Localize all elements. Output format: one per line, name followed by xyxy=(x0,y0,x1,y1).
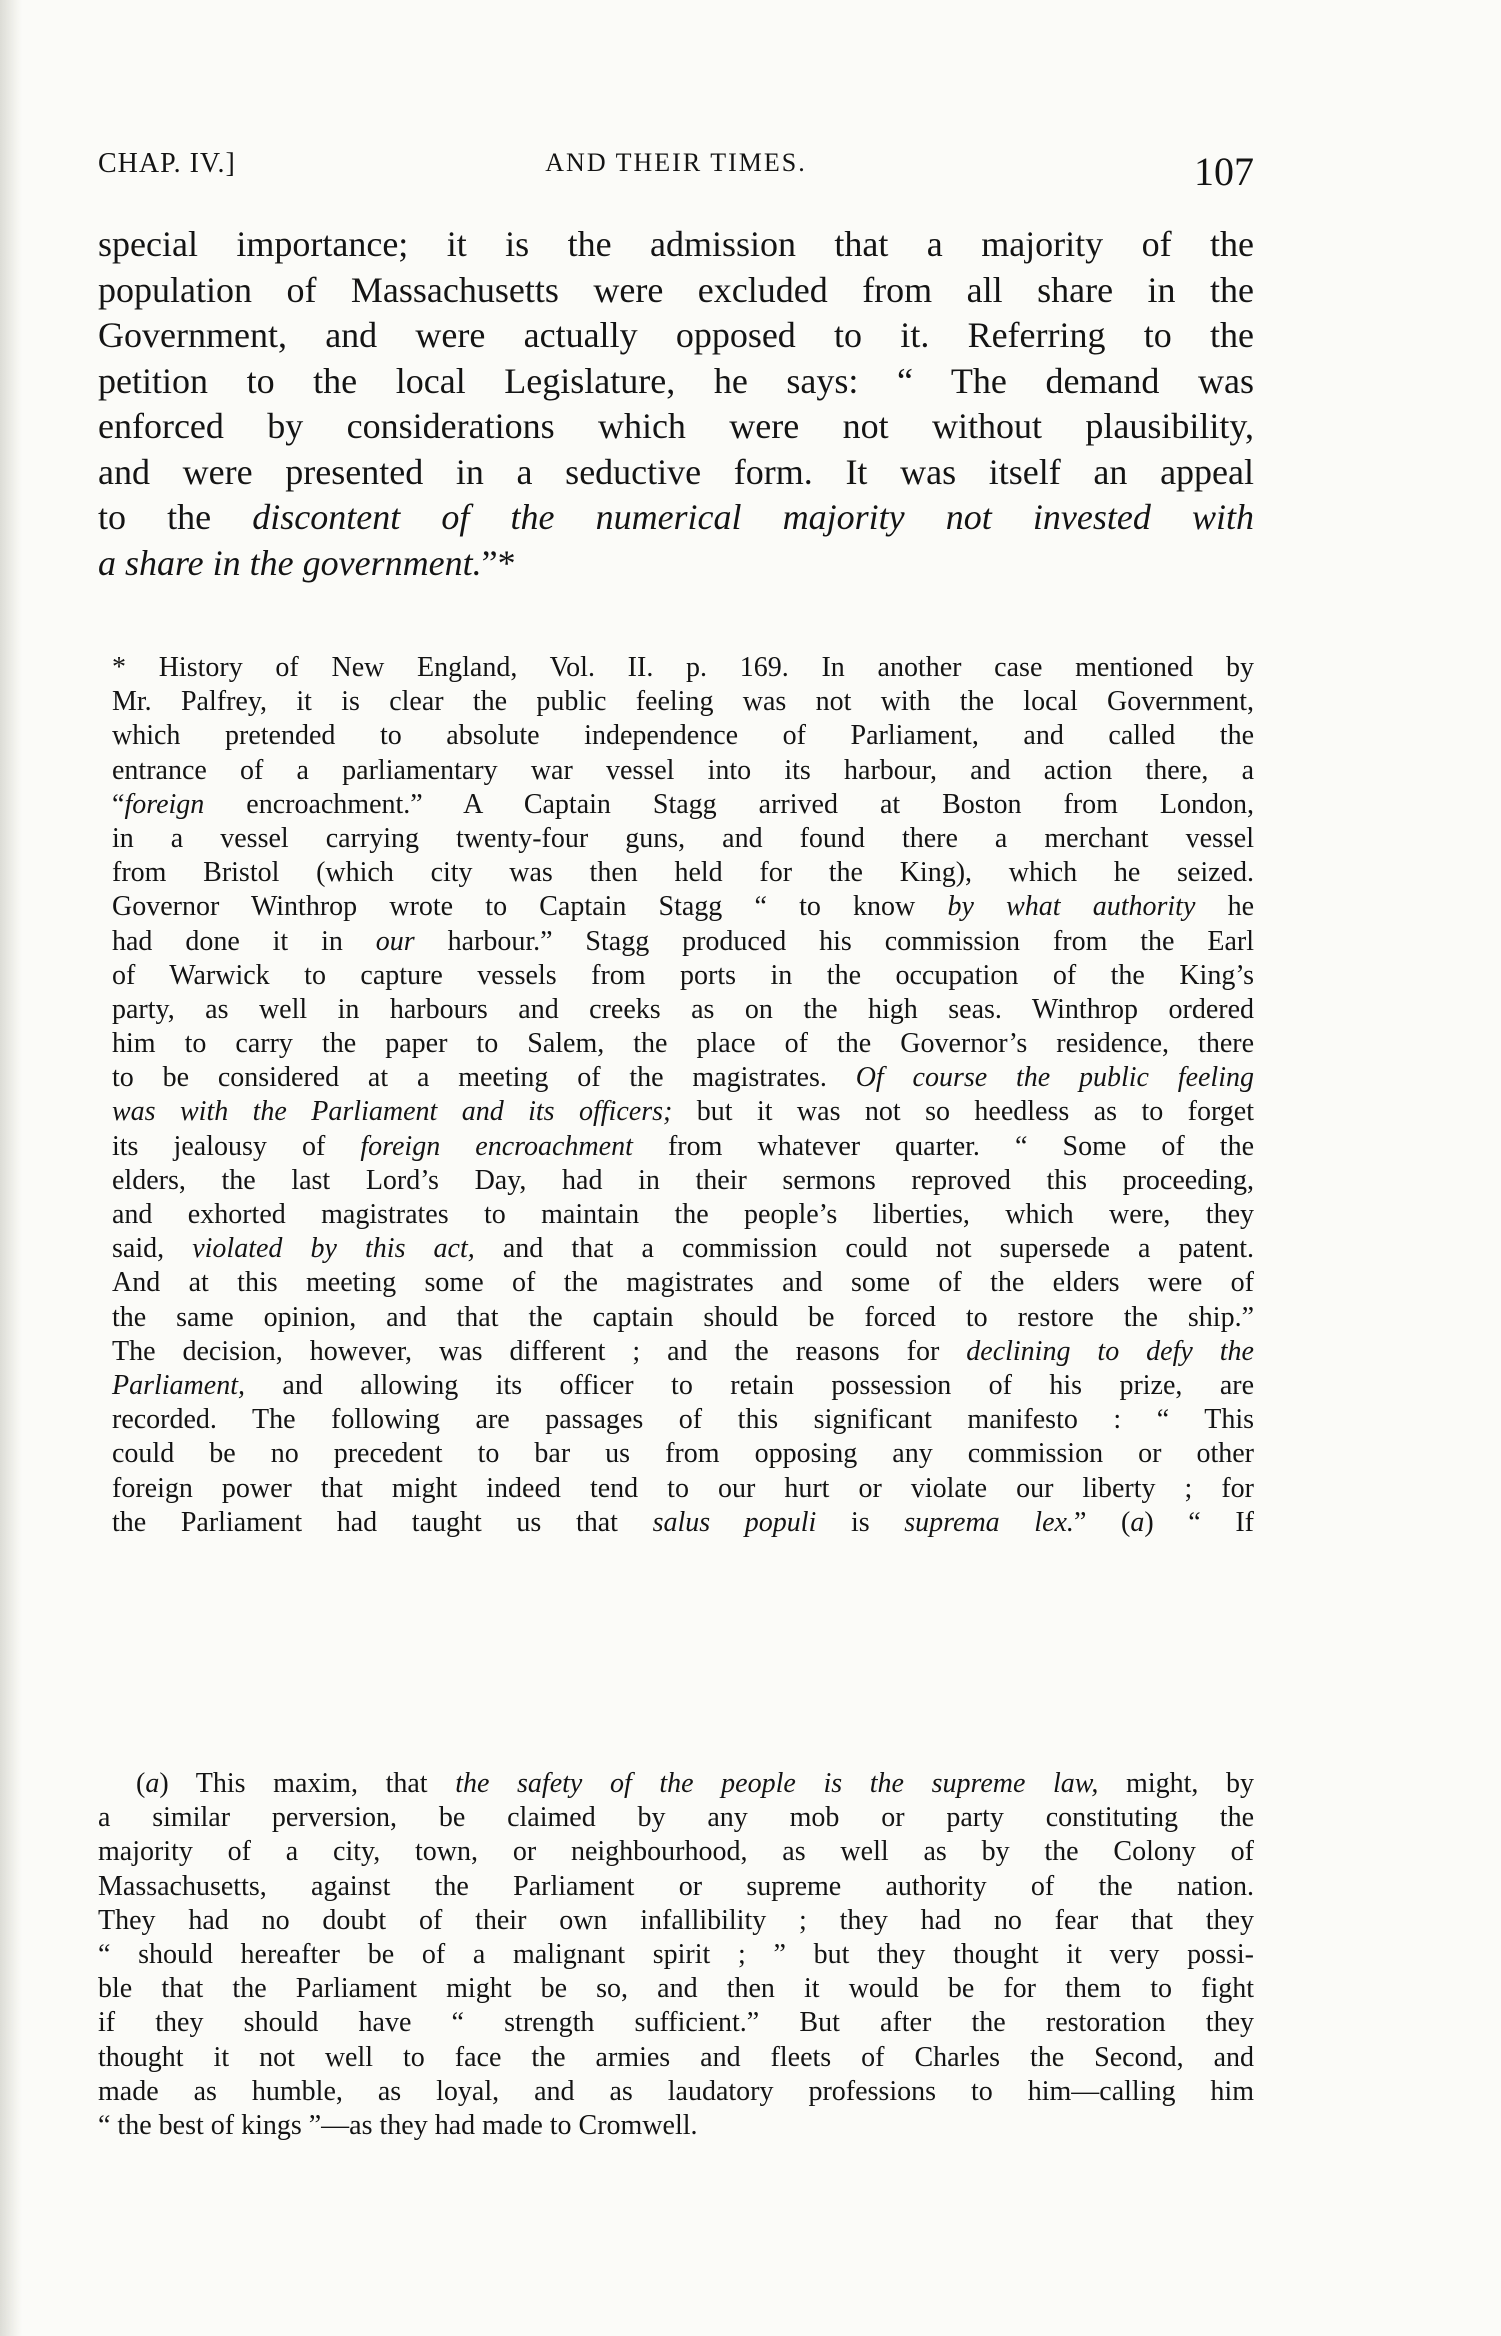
text-fragment: “ xyxy=(112,788,125,820)
footnote-line xyxy=(98,1767,1254,1801)
footnote-line xyxy=(112,1369,1254,1403)
footnote-line: recorded. The following are passages of this significant manifesto : “ This xyxy=(112,1404,1254,1436)
text-line: enforced by considerations which were not without plausibility, xyxy=(98,406,1254,446)
text-fragment: the Parliament had taught us that xyxy=(112,1506,653,1538)
footnote-line xyxy=(112,1095,1254,1129)
italic-text: foreign xyxy=(124,788,205,820)
footnote-history xyxy=(112,651,1254,1540)
footnote-line xyxy=(112,1232,1254,1266)
text-fragment: and that a commission could not supersede a patent. xyxy=(474,1233,1254,1265)
text-fragment: harbour.” Stagg produced his commission from the Earl xyxy=(414,925,1254,957)
footnote-line: And at this meeting some of the magistrates and some of the elders were of xyxy=(112,1267,1254,1299)
text-line: and were presented in a seductive form. It was itself an appeal xyxy=(98,451,1254,492)
footnote-line: thought it not well to face the armies and fleets of Charles the Second, and xyxy=(98,2041,1254,2073)
page-number: 107 xyxy=(1194,149,1254,194)
running-title: AND THEIR TIMES. xyxy=(545,148,807,177)
footnote-line: from Bristol (which city was then held for the King), which he seized. xyxy=(112,857,1254,889)
text-fragment: ” ( xyxy=(1073,1506,1131,1538)
italic-text: Parliament, xyxy=(112,1369,245,1401)
text-fragment: ”* xyxy=(481,542,516,583)
text-fragment: and allowing its officer to retain possession of his prize, are xyxy=(245,1369,1254,1401)
page-edge-shadow xyxy=(0,0,22,2336)
text-line: special importance; it is the admission that a majority of the xyxy=(98,224,1254,264)
text-line xyxy=(98,541,1254,587)
italic-text: was with the Parliament and its officers; xyxy=(112,1096,673,1128)
text-fragment: said, xyxy=(112,1233,193,1265)
footnote-line xyxy=(112,925,1254,959)
main-paragraph xyxy=(98,222,1254,586)
italic-quote: discontent of the numerical majority not invested with xyxy=(252,497,1254,537)
italic-text: salus populi xyxy=(652,1506,817,1538)
footnote-line xyxy=(112,1061,1254,1095)
footnote-line: They had no doubt of their own infallibility ; they had no fear that they xyxy=(98,1904,1254,1936)
footnote-line: and exhorted magistrates to maintain the people’s liberties, which were, they xyxy=(112,1199,1254,1230)
text-fragment: might, by xyxy=(1098,1768,1255,1799)
footnote-line xyxy=(112,1335,1254,1369)
running-header xyxy=(98,148,1254,198)
italic-text: foreign encroachment xyxy=(360,1130,633,1162)
text-fragment: The decision, however, was different ; and the reasons for xyxy=(112,1335,967,1367)
text-line: petition to the local Legislature, he says: “ The demand was xyxy=(98,360,1254,401)
italic-text: violated by this act, xyxy=(192,1233,475,1265)
footnote-line xyxy=(112,890,1254,924)
italic-quote: a share in the government. xyxy=(98,542,482,583)
text-fragment: is xyxy=(816,1506,905,1538)
italic-text: by what authority xyxy=(947,891,1196,923)
footnote-line: elders, the last Lord’s Day, had in their sermons reproved this proceeding, xyxy=(112,1164,1254,1196)
text-fragment: its jealousy of xyxy=(112,1130,361,1162)
text-fragment: he xyxy=(1195,891,1255,923)
footnote-line: majority of a city, town, or neighbourhood, as well as by the Colony of xyxy=(98,1836,1254,1868)
text-fragment: from whatever quarter. “ Some of the xyxy=(632,1130,1255,1162)
footnote-line: which pretended to absolute independence of Parliament, and called the xyxy=(112,720,1254,752)
footnote-line: foreign power that might indeed tend to our hurt or violate our liberty ; for xyxy=(112,1472,1254,1504)
footnote-line: made as humble, as loyal, and as laudatory professions to him—calling him xyxy=(98,2075,1254,2107)
footnote-maxim xyxy=(98,1767,1254,2143)
footnote-line: ble that the Parliament might be so, and then it would be for them to fight xyxy=(98,1973,1254,2005)
text-line: Government, and were actually opposed to it. Referring to the xyxy=(98,315,1254,355)
footnote-line: in a vessel carrying twenty-four guns, and found there a merchant vessel xyxy=(112,822,1254,854)
italic-text: the safety of the people is the supreme law, xyxy=(455,1768,1099,1799)
text-fragment: encroachment.” A Captain Stagg arrived at Boston from London, xyxy=(204,788,1254,820)
footnote-line: party, as well in harbours and creeks as on the high seas. Winthrop ordered xyxy=(112,993,1254,1025)
text-fragment: to the xyxy=(98,497,253,537)
italic-text: Of course the public feeling xyxy=(855,1062,1254,1094)
footnote-line: Massachusetts, against the Parliament or supreme authority of the nation. xyxy=(98,1870,1254,1902)
footnote-line xyxy=(112,1506,1254,1540)
italic-text: declining to defy the xyxy=(966,1335,1254,1367)
text-fragment: ( xyxy=(136,1768,146,1799)
footnote-line: “ should hereafter be of a malignant spirit ; ” but they thought it very possi- xyxy=(98,1938,1254,1970)
footnote-line: entrance of a parliamentary war vessel into its harbour, and action there, a xyxy=(112,754,1254,786)
chapter-label: CHAP. IV.] xyxy=(98,148,236,179)
text-fragment: to be considered at a meeting of the magistrates. xyxy=(112,1062,856,1094)
footnote-line: Mr. Palfrey, it is clear the public feeling was not with the local Government, xyxy=(112,686,1254,718)
text-fragment: but it was not so heedless as to forget xyxy=(672,1096,1254,1128)
footnote-line: of Warwick to capture vessels from ports in the occupation of the King’s xyxy=(112,959,1254,991)
text-line: population of Massachusetts were excluded from all share in the xyxy=(98,269,1254,310)
footnote-line: the same opinion, and that the captain should be forced to restore the ship.” xyxy=(112,1301,1254,1333)
text-fragment: ) “ If xyxy=(1144,1506,1254,1538)
footnote-line: * History of New England, Vol. II. p. 169. In another case mentioned by xyxy=(112,652,1254,683)
footnote-line: a similar perversion, be claimed by any mob or party constituting the xyxy=(98,1802,1254,1834)
text-fragment: had done it in xyxy=(112,925,376,957)
text-fragment: Governor Winthrop wrote to Captain Stagg “ to know xyxy=(112,891,948,923)
footnote-line: if they should have “ strength sufficient.” But after the restoration they xyxy=(98,2007,1254,2039)
text-fragment: ) This maxim, that xyxy=(159,1768,456,1799)
footnote-line: him to carry the paper to Salem, the place of the Governor’s residence, there xyxy=(112,1028,1254,1060)
footnote-line: could be no precedent to bar us from opposing any commission or other xyxy=(112,1438,1254,1470)
italic-text: a xyxy=(145,1768,160,1799)
italic-text: suprema lex. xyxy=(904,1506,1074,1538)
italic-text: our xyxy=(375,925,415,957)
footnote-line: “ the best of kings ”—as they had made to Cromwell. xyxy=(98,2109,698,2141)
italic-text: a xyxy=(1130,1506,1145,1538)
text-line xyxy=(98,495,1254,541)
footnote-line xyxy=(112,788,1254,822)
footnote-line xyxy=(112,1130,1254,1164)
